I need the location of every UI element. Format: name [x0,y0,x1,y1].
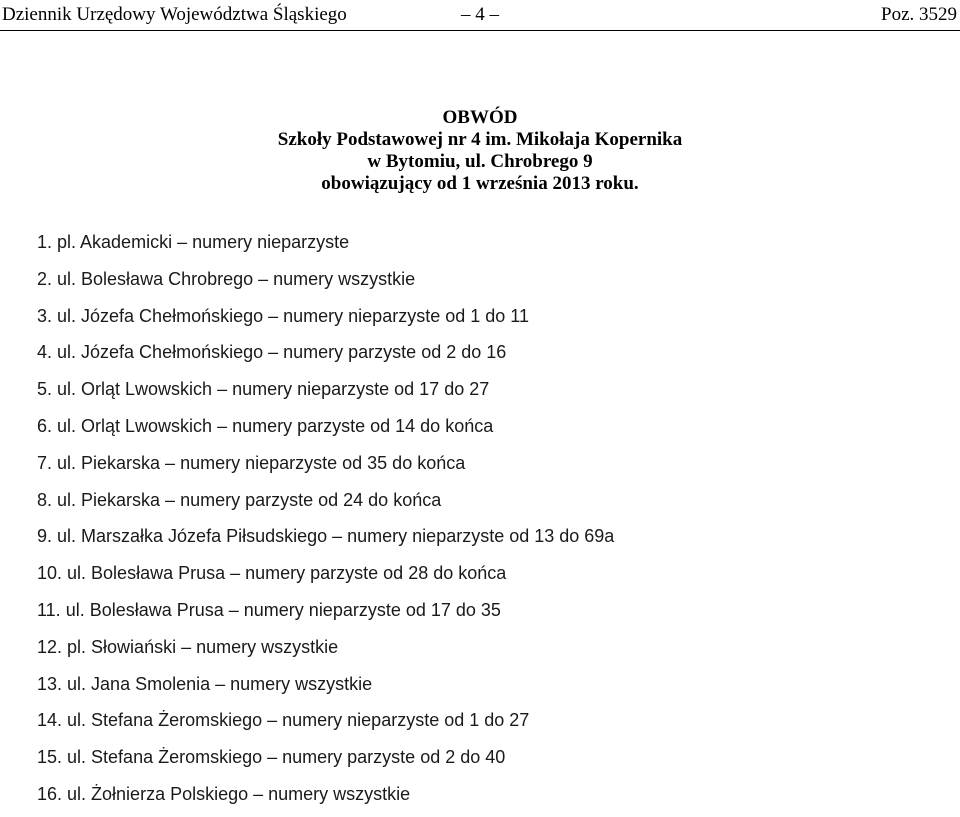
title-line-1: OBWÓD [442,107,518,128]
item-text: ul. Piekarska – numery parzyste od 24 do końca [57,489,442,510]
list-item [37,633,614,670]
street-list [37,228,614,817]
list-item [37,486,614,523]
item-text: ul. Marszałka Józefa Piłsudskiego – numery nieparzyste od 13 do 69a [57,526,615,547]
item-number: 7. [37,452,53,473]
list-item [37,412,614,449]
item-text: ul. Józefa Chełmońskiego – numery parzyste od 2 do 16 [57,342,507,363]
list-item [37,338,614,375]
list-item [37,522,614,559]
item-number: 5. [37,379,53,400]
item-number: 11. [37,599,61,620]
item-number: 3. [37,305,53,326]
item-number: 2. [37,268,53,289]
title-line-3: w Bytomiu, ul. Chrobrego 9 [367,151,593,172]
item-text: pl. Słowiański – numery wszystkie [67,636,339,657]
page-header [0,0,960,30]
item-number: 16. [37,783,63,804]
item-number: 9. [37,526,53,547]
list-item [37,559,614,596]
item-text: ul. Żołnierza Polskiego – numery wszystkie [67,783,411,804]
item-text: ul. Stefana Żeromskiego – numery parzyste od 2 do 40 [67,747,506,768]
item-text: ul. Orląt Lwowskich – numery nieparzyste od 17 do 27 [57,379,490,400]
item-number: 14. [37,710,63,731]
item-text: ul. Piekarska – numery nieparzyste od 35 do końca [57,452,466,473]
publication-title: Dziennik Urzędowy Województwa Śląskiego [2,4,347,25]
list-item [37,375,614,412]
list-item [37,670,614,707]
list-item [37,596,614,633]
position-number: Poz. 3529 [881,4,957,25]
list-item [37,780,614,817]
item-number: 8. [37,489,53,510]
item-text: ul. Bolesława Prusa – numery nieparzyste od 17 do 35 [65,599,501,620]
item-number: 6. [37,415,53,436]
list-item [37,302,614,339]
item-text: ul. Józefa Chełmońskiego – numery nieparzyste od 1 do 11 [57,305,529,326]
item-number: 13. [37,673,63,694]
item-text: ul. Orląt Lwowskich – numery parzyste od 14 do końca [57,415,494,436]
item-text: ul. Jana Smolenia – numery wszystkie [67,673,373,694]
title-line-4: obowiązujący od 1 września 2013 roku. [321,173,639,194]
header-rule [0,30,960,31]
list-item [37,449,614,486]
list-item [37,265,614,302]
item-number: 4. [37,342,53,363]
list-item [37,743,614,780]
document-title [0,107,960,195]
item-text: ul. Bolesława Prusa – numery parzyste od 28 do końca [67,563,507,584]
item-number: 10. [37,563,63,584]
item-number: 12. [37,636,63,657]
item-text: ul. Bolesława Chrobrego – numery wszystkie [57,268,416,289]
item-number: 15. [37,747,63,768]
page-number: – 4 – [461,4,499,25]
item-text: pl. Akademicki – numery nieparzyste [57,232,350,252]
item-text: ul. Stefana Żeromskiego – numery nieparzyste od 1 do 27 [67,710,530,731]
list-item [37,706,614,743]
list-item [37,228,614,265]
item-number: 1. [37,232,53,252]
title-line-2: Szkoły Podstawowej nr 4 im. Mikołaja Kopernika [277,129,683,150]
